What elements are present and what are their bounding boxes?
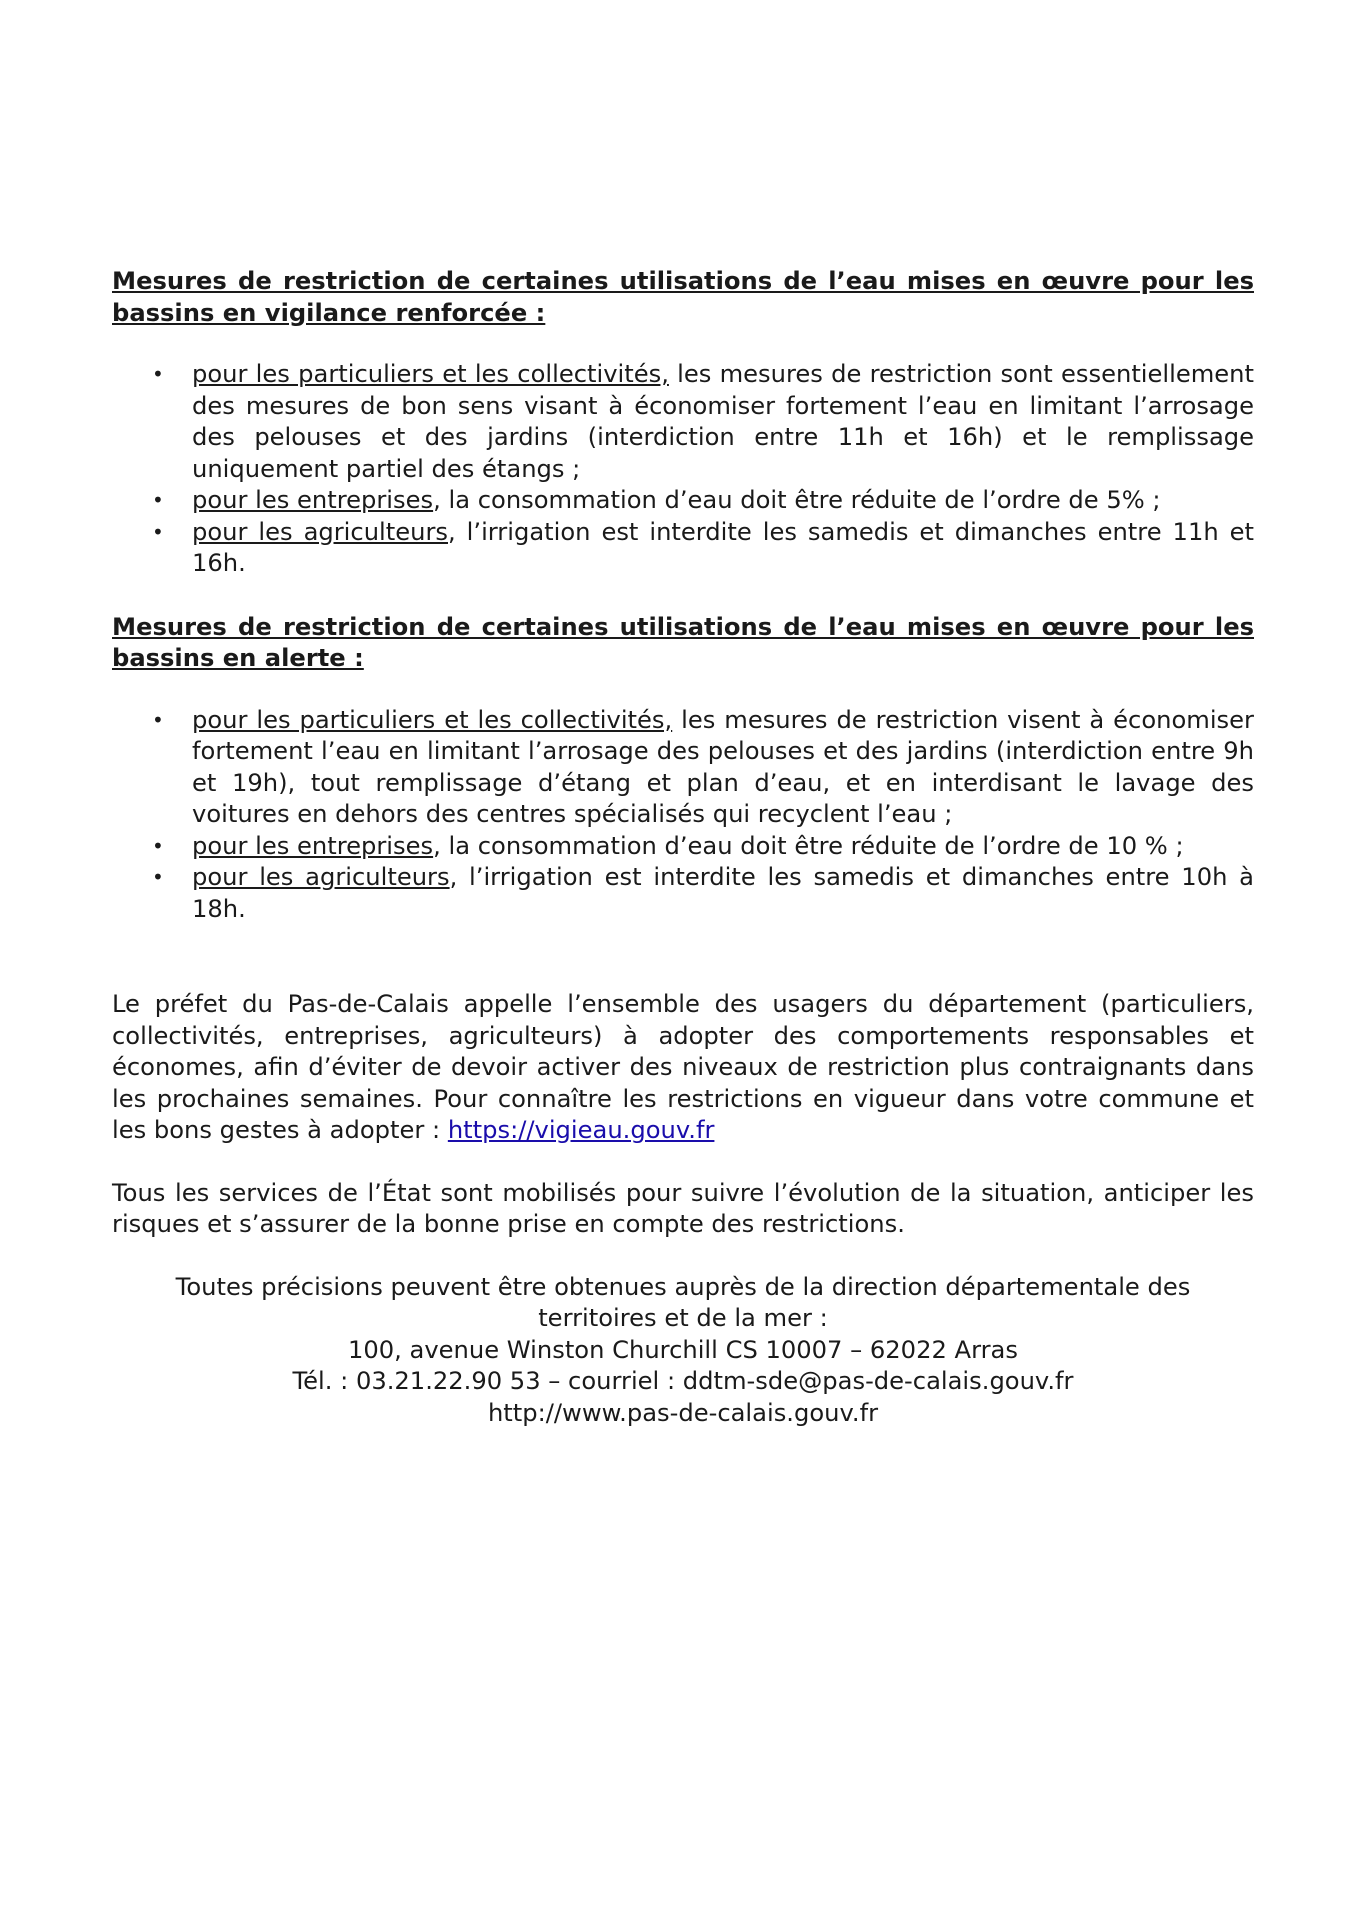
list-item	[112, 831, 1254, 863]
contact-address: 100, avenue Winston Churchill CS 10007 – 62022 Arras	[348, 1335, 1018, 1364]
appeal-paragraph	[112, 989, 1254, 1147]
item-text: , l’irrigation est interdite les samedis et dimanches entre 11h et 16h.	[192, 517, 1254, 577]
appeal-text: Le préfet du Pas-de-Calais appelle l’ensemble des usagers du département (particuliers, collectivités, entreprises, agriculteurs) à adopter des comportements responsables et économes, afin d’éviter de devoir activer des niveaux de restriction plus contraignants dans les prochaines semaines. Pour connaître les restrictions en vigueur dans votre commune et les bons gestes à adopter :	[112, 990, 1254, 1144]
list-item	[112, 705, 1254, 831]
contact-intro: Toutes précisions peuvent être obtenues auprès de la direction départementale des territoires et de la mer :	[175, 1272, 1191, 1332]
item-lead: pour les entreprises	[192, 831, 434, 860]
list-item	[112, 485, 1254, 517]
section-alerte	[112, 612, 1254, 926]
list-item	[112, 517, 1254, 580]
bullet-icon: •	[152, 362, 164, 386]
contact-block	[112, 1272, 1254, 1430]
item-lead: pour les particuliers et les collectivités,	[192, 705, 673, 734]
item-text: les mesures de restriction sont essentiellement des mesures de bon sens visant à économiser fortement l’eau en limitant l’arrosage des pelouses et des jardins (interdiction entre 11h et 16h) et le remplissage uniquement partiel des étangs ;	[192, 360, 1254, 483]
bullet-icon: •	[152, 519, 164, 544]
contact-website: http://www.pas-de-calais.gouv.fr	[487, 1398, 879, 1427]
item-text: les mesures de restriction visent à économiser fortement l’eau en limitant l’arrosage des pelouses et des jardins (interdiction entre 9h et 19h), tout remplissage d’étang et plan d’eau, et en interdisant le lavage des voitures en dehors des centres spécialisés qui recyclent l’eau ;	[192, 705, 1254, 828]
measures-list-vigilance	[112, 359, 1254, 580]
item-lead: pour les particuliers et les collectivités,	[192, 360, 669, 388]
item-text: , la consommation d’eau doit être réduite de l’ordre de 10 % ;	[433, 831, 1184, 860]
bullet-icon: •	[152, 707, 164, 732]
section-heading-vigilance: Mesures de restriction de certaines utilisations de l’eau mises en œuvre pour les bassins en vigilance renforcée :	[112, 267, 1254, 327]
item-text: , l’irrigation est interdite les samedis et dimanches entre 10h à 18h.	[192, 863, 1255, 923]
list-item	[112, 359, 1254, 485]
bullet-icon: •	[152, 833, 164, 858]
bullet-icon: •	[152, 865, 164, 889]
bullet-icon: •	[152, 488, 164, 512]
list-item	[112, 862, 1254, 925]
section-heading-alerte: Mesures de restriction de certaines utilisations de l’eau mises en œuvre pour les bassins en alerte :	[112, 612, 1254, 672]
item-lead: pour les agriculteurs	[192, 863, 450, 891]
measures-list-alerte	[112, 705, 1254, 926]
vigieau-link[interactable]: https://vigieau.gouv.fr	[447, 1116, 715, 1144]
services-paragraph: Tous les services de l’État sont mobilisés pour suivre l’évolution de la situation, anticiper les risques et s’assurer de la bonne prise en compte des restrictions.	[112, 1178, 1254, 1238]
item-text: , la consommation d’eau doit être réduite de l’ordre de 5% ;	[433, 486, 1161, 514]
item-lead: pour les entreprises	[192, 486, 434, 514]
contact-phone-email: Tél. : 03.21.22.90 53 – courriel : ddtm-sde@pas-de-calais.gouv.fr	[292, 1367, 1074, 1395]
document-page	[112, 266, 1254, 1429]
item-lead: pour les agriculteurs	[192, 517, 448, 546]
